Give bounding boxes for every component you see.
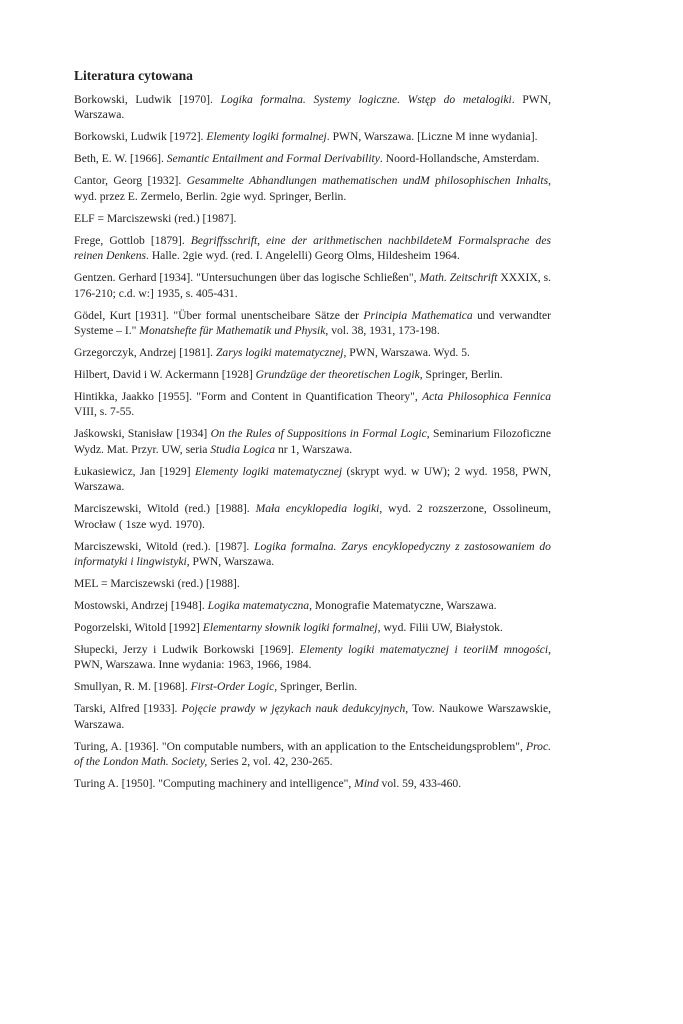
reference-title: Proc. of the London Math. Society,: [74, 739, 551, 769]
reference-entry: [74, 92, 551, 123]
reference-text: XXXIX, s. 176-210; c.d. w:] 1935, s. 405-431.: [74, 271, 551, 300]
reference-title: Studia Logica: [210, 442, 276, 456]
reference-entry: [74, 173, 551, 204]
reference-title: Begriffsschrift, eine der arithmetischen nachbildeteM Formalsprache des reinen Denkens: [74, 233, 551, 263]
reference-text: , Springer, Berlin.: [419, 368, 503, 382]
reference-text: , wyd. Filii UW, Białystok.: [377, 621, 503, 635]
reference-entry: [74, 367, 551, 382]
reference-title: Mała encyklopedia logiki: [255, 502, 380, 516]
reference-entry: [74, 233, 551, 264]
reference-text: Cantor, Georg [1932].: [74, 174, 187, 188]
reference-entry: [74, 776, 551, 791]
reference-text: VIII, s. 7-55.: [74, 405, 135, 419]
reference-entry: [74, 345, 551, 360]
reference-text: vol. 59, 433-460.: [378, 777, 462, 791]
reference-text: Marciszewski, Witold (red.). [1987].: [74, 539, 255, 553]
reference-text: Jaśkowski, Stanisław [1934]: [74, 427, 211, 441]
reference-entry: [74, 539, 551, 570]
bibliography-heading: Literatura cytowana: [74, 68, 193, 83]
reference-entry: [74, 701, 551, 732]
reference-title: Monatshefte für Mathematik und Physik: [139, 324, 326, 338]
reference-text: Gödel, Kurt [1931]. "Über formal unentscheibare Sätze der: [74, 308, 364, 322]
reference-title: On the Rules of Suppositions in Formal Logic: [210, 427, 427, 441]
bibliography-page: [74, 68, 551, 798]
reference-entry: [74, 389, 551, 420]
reference-title: Logika formalna. Zarys encyklopedyczny z zastosowaniem do informatyki i lingwistyki: [74, 539, 551, 569]
reference-title: Semantic Entailment and Formal Derivability: [166, 152, 380, 166]
reference-text: Series 2, vol. 42, 230-265.: [207, 755, 333, 769]
reference-entry: [74, 211, 551, 226]
reference-text: , Tow. Naukowe Warszawskie, Warszawa.: [74, 702, 552, 731]
reference-entry: [74, 308, 551, 339]
reference-text: , wyd. 2 rozszerzone, Ossolineum, Wrocław ( 1sze wyd. 1970).: [74, 502, 551, 531]
reference-text: , vol. 38, 1931, 173-198.: [325, 324, 440, 338]
reference-entry: [74, 576, 551, 591]
reference-entry: [74, 501, 551, 532]
reference-text: ELF = Marciszewski (red.) [1987].: [74, 211, 237, 225]
reference-text: , PWN, Warszawa.: [186, 555, 275, 569]
reference-text: MEL = Marciszewski (red.) [1988].: [74, 577, 240, 591]
reference-entry: [74, 620, 551, 635]
reference-text: Borkowski, Ludwik [1970].: [74, 93, 221, 106]
reference-text: Grzegorczyk, Andrzej [1981].: [74, 346, 216, 360]
reference-title: Acta Philosophica Fennica: [422, 390, 552, 404]
reference-text: nr 1, Warszawa.: [275, 442, 353, 456]
reference-entry: [74, 679, 551, 694]
reference-entry: [74, 739, 551, 770]
reference-text: , Seminarium Filozoficzne Wydz. Mat. Przyr. UW, seria: [74, 427, 551, 456]
reference-list: [74, 92, 551, 792]
reference-text: , wyd. przez E. Zermelo, Berlin. 2gie wyd. Springer, Berlin.: [74, 174, 551, 203]
reference-entry: [74, 151, 551, 166]
reference-entry: [74, 129, 551, 144]
reference-text: (skrypt wyd. w UW); 2 wyd. 1958, PWN, Warszawa.: [74, 464, 551, 494]
reference-entry: [74, 642, 551, 673]
reference-text: Turing A. [1950]. "Computing machinery and intelligence",: [74, 777, 355, 791]
reference-entry: [74, 464, 551, 495]
reference-text: Turing, A. [1936]. "On computable numbers, with an application to the Entscheidungsproblem",: [74, 739, 526, 753]
reference-title: Math. Zeitschrift: [419, 271, 498, 285]
reference-text: Pogorzelski, Witold [1992]: [74, 621, 203, 635]
reference-text: . PWN, Warszawa.: [74, 93, 551, 122]
reference-title: Gesammelte Abhandlungen mathematischen undM philosophischen Inhalts: [186, 174, 549, 188]
reference-text: Marciszewski, Witold (red.) [1988].: [74, 502, 256, 516]
reference-title: Principia Mathematica: [363, 308, 473, 322]
reference-text: und verwandter Systeme – I.": [74, 308, 551, 338]
reference-title: Elementy logiki formalnej: [206, 130, 327, 144]
reference-entry: [74, 426, 551, 457]
reference-title: Elementy logiki matematycznej i teoriiM mnogości: [299, 643, 549, 657]
reference-text: Łukasiewicz, Jan [1929]: [74, 464, 195, 478]
reference-text: . PWN, Warszawa. [Liczne M inne wydania].: [326, 130, 538, 144]
reference-title: Logika matematyczna: [207, 599, 310, 613]
reference-text: . Noord-Hollandsche, Amsterdam.: [379, 152, 540, 166]
reference-title: Zarys logiki matematycznej: [215, 346, 344, 360]
reference-text: , Springer, Berlin.: [274, 680, 358, 694]
reference-text: Frege, Gottlob [1879].: [74, 233, 191, 247]
reference-text: , PWN, Warszawa. Wyd. 5.: [343, 346, 470, 360]
reference-text: Smullyan, R. M. [1968].: [74, 680, 191, 694]
reference-text: Gentzen. Gerhard [1934]. "Untersuchungen über das logische Schließen",: [74, 271, 420, 285]
reference-text: Beth, E. W. [1966].: [74, 152, 167, 166]
reference-text: , Monografie Matematyczne, Warszawa.: [309, 599, 497, 613]
reference-text: Słupecki, Jerzy i Ludwik Borkowski [1969].: [74, 643, 300, 657]
reference-title: Logika formalna. Systemy logiczne. Wstęp do metalogiki: [220, 93, 512, 106]
reference-text: Hilbert, David i W. Ackermann [1928]: [74, 368, 256, 382]
reference-title: Pojęcie prawdy w językach nauk dedukcyjnych: [181, 702, 406, 716]
reference-text: Hintikka, Jaakko [1955]. "Form and Content in Quantification Theory",: [74, 390, 423, 404]
reference-title: Mind: [354, 777, 379, 791]
reference-title: First-Order Logic: [190, 680, 275, 694]
reference-text: , PWN, Warszawa. Inne wydania: 1963, 1966, 1984.: [74, 643, 551, 672]
reference-entry: [74, 598, 551, 613]
reference-title: Elementarny słownik logiki formalnej: [202, 621, 378, 635]
reference-title: Grundzüge der theoretischen Logik: [255, 368, 420, 382]
reference-text: Tarski, Alfred [1933].: [74, 702, 182, 716]
reference-entry: [74, 270, 551, 301]
reference-text: Mostowski, Andrzej [1948].: [74, 599, 208, 613]
reference-text: . Halle. 2gie wyd. (red. I. Angelelli) Georg Olms, Hildesheim 1964.: [146, 249, 460, 263]
reference-title: Elementy logiki matematycznej: [194, 464, 343, 478]
reference-text: Borkowski, Ludwik [1972].: [74, 130, 207, 144]
